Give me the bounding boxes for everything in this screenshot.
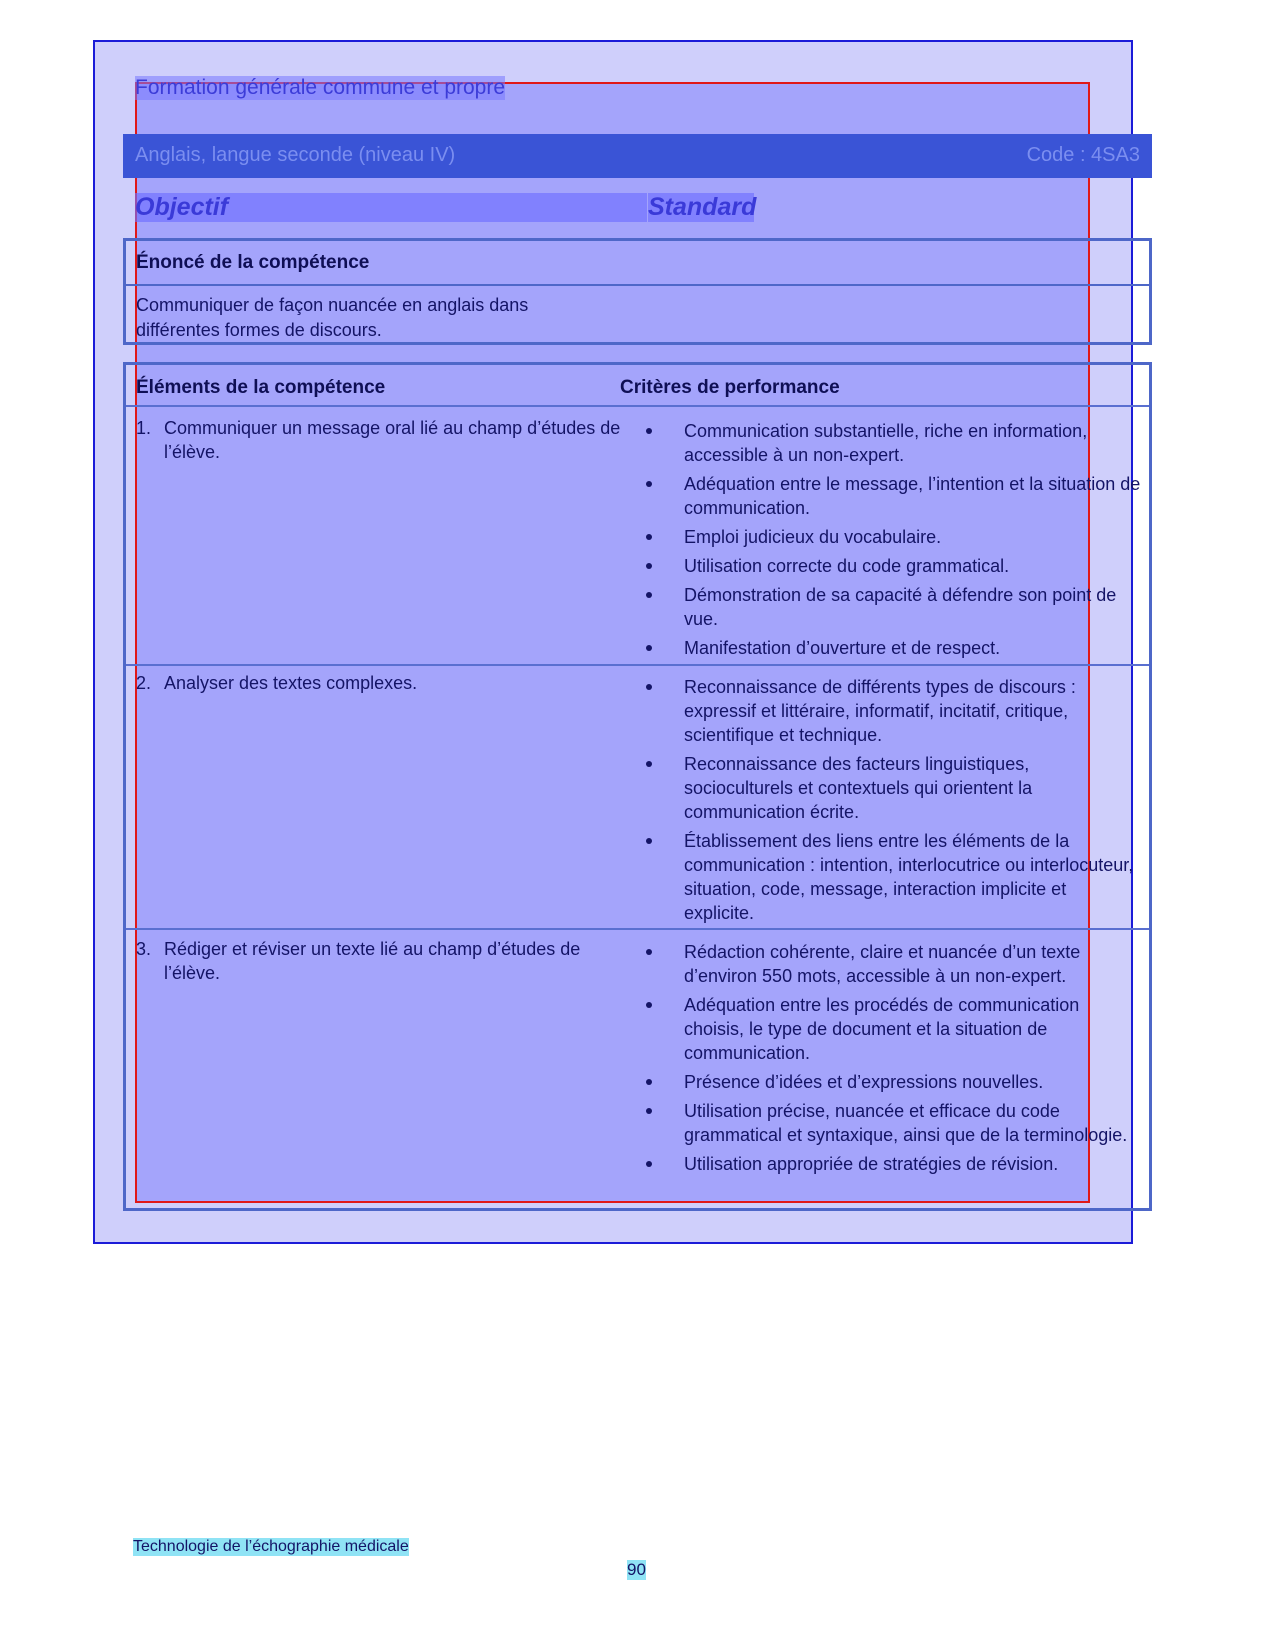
footer-title: Technologie de l’échographie médicale <box>133 1538 409 1555</box>
bullet-icon <box>646 592 652 598</box>
divider <box>126 664 1149 666</box>
element-number: 2. <box>136 673 152 693</box>
bullet-icon <box>646 1002 652 1008</box>
elements-column-header: Éléments de la compétence <box>136 377 386 398</box>
bullet-icon <box>646 1161 652 1167</box>
bullet-icon <box>646 563 652 569</box>
competency-text: Communiquer de façon nuancée en anglais dans différentes formes de discours. <box>136 295 529 340</box>
bullet-icon <box>646 534 652 540</box>
course-name: Anglais, langue seconde (niveau IV) <box>135 144 456 166</box>
bullet-icon <box>646 684 652 690</box>
divider <box>126 928 1149 930</box>
element-row-2 <box>136 671 626 695</box>
criterion-item: Rédaction cohérente, claire et nuancée d’un texte d’environ 550 mots, accessible à un non-expert. <box>646 940 1141 988</box>
criterion-item: Adéquation entre les procédés de communication choisis, le type de document et la situation de communication. <box>646 993 1141 1065</box>
competency-table <box>123 238 1152 345</box>
divider <box>126 284 1149 286</box>
bullet-icon <box>646 949 652 955</box>
criteria-column-header: Critères de performance <box>620 377 840 398</box>
criteria-list-3 <box>646 940 1141 1181</box>
criterion-item: Utilisation appropriée de stratégies de révision. <box>646 1152 1141 1176</box>
bullet-icon <box>646 1108 652 1114</box>
element-row-3 <box>136 937 626 985</box>
criterion-item: Reconnaissance des facteurs linguistiques, socioculturels et contextuels qui orientent la communication écrite. <box>646 752 1141 824</box>
standard-heading: Standard <box>648 193 757 221</box>
criterion-item: Démonstration de sa capacité à défendre son point de vue. <box>646 583 1141 631</box>
element-number: 1. <box>136 418 152 438</box>
objective-heading: Objectif <box>135 193 647 222</box>
element-row-1 <box>136 416 626 464</box>
divider <box>126 405 1149 407</box>
criterion-item: Emploi judicieux du vocabulaire. <box>646 525 1141 549</box>
bullet-icon <box>646 481 652 487</box>
course-header-bar <box>123 134 1152 178</box>
bullet-icon <box>646 645 652 651</box>
criterion-item: Utilisation précise, nuancée et efficace du code grammatical et syntaxique, ainsi que de la terminologie. <box>646 1099 1141 1147</box>
page-number: 90 <box>627 1560 646 1579</box>
bullet-icon <box>646 761 652 767</box>
criterion-item: Présence d’idées et d’expressions nouvelles. <box>646 1070 1141 1094</box>
section-title: Formation générale commune et propre <box>135 76 506 99</box>
criteria-list-2 <box>646 675 1141 930</box>
criterion-item: Manifestation d’ouverture et de respect. <box>646 636 1141 660</box>
element-number: 3. <box>136 939 152 959</box>
element-text: Analyser des textes complexes. <box>164 673 418 693</box>
criterion-item: Établissement des liens entre les éléments de la communication : intention, interlocutrice ou interlocuteur, situation, code, message, interaction implicite et explicite. <box>646 829 1141 925</box>
criterion-item: Adéquation entre le message, l’intention et la situation de communication. <box>646 472 1141 520</box>
bullet-icon <box>646 1079 652 1085</box>
competency-heading: Énoncé de la compétence <box>136 252 370 273</box>
criterion-item: Utilisation correcte du code grammatical. <box>646 554 1141 578</box>
course-code: Code : 4SA3 <box>1026 144 1140 166</box>
bullet-icon <box>646 838 652 844</box>
bullet-icon <box>646 428 652 434</box>
element-text: Communiquer un message oral lié au champ d’études de l’élève. <box>164 418 621 462</box>
element-text: Rédiger et réviser un texte lié au champ d’études de l’élève. <box>164 939 581 983</box>
criterion-item: Reconnaissance de différents types de discours : expressif et littéraire, informatif, incitatif, critique, scientifique et technique. <box>646 675 1141 747</box>
criterion-item: Communication substantielle, riche en information, accessible à un non-expert. <box>646 419 1141 467</box>
criteria-list-1 <box>646 419 1141 665</box>
elements-table <box>123 362 1152 1211</box>
